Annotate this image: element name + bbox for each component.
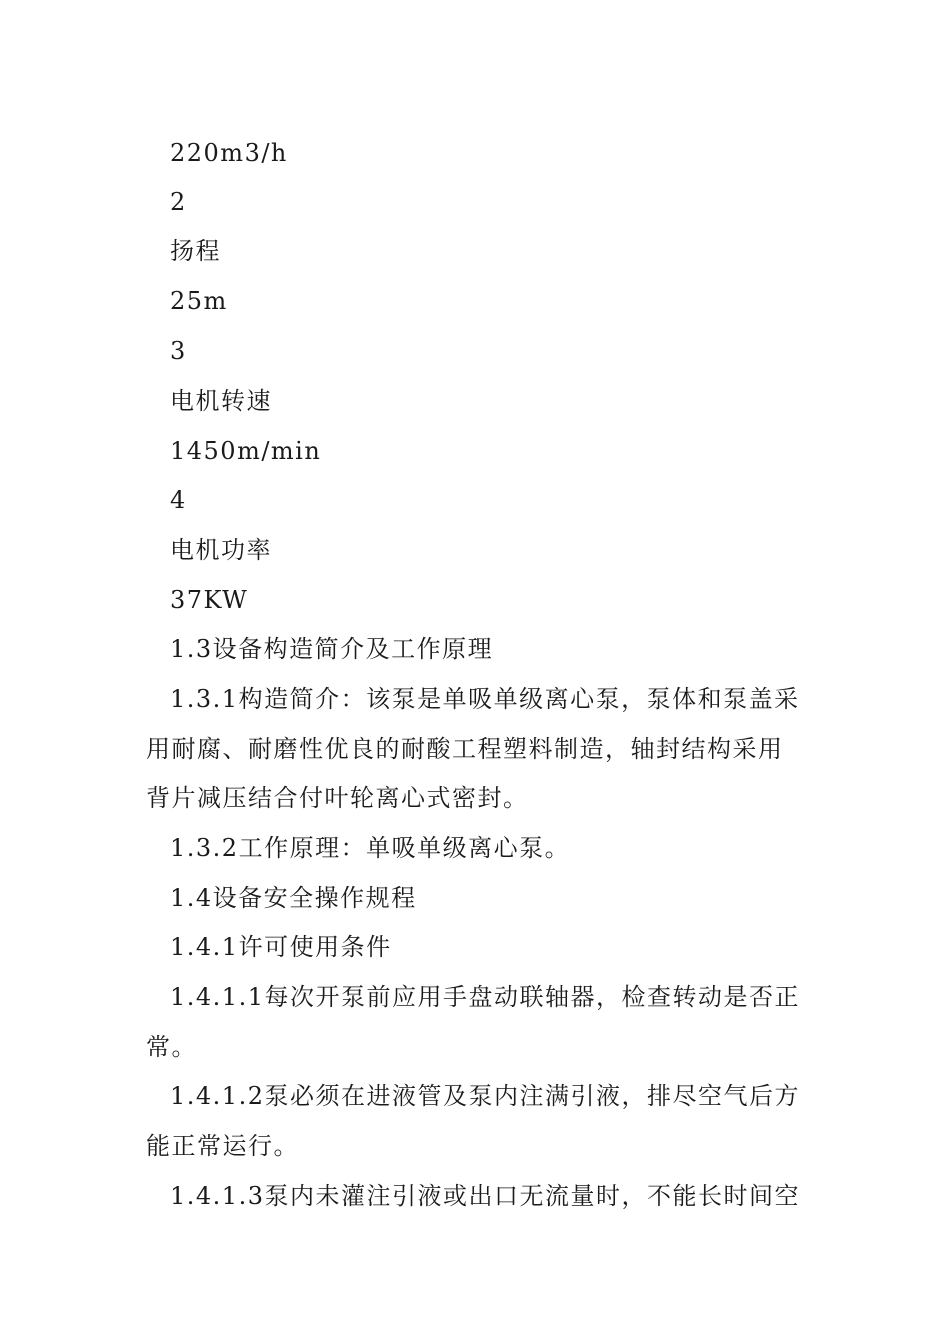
- spec-power-label: 电机功率: [170, 536, 272, 564]
- section-heading-1-3: 1.3设备构造简介及工作原理: [170, 635, 494, 663]
- spec-index-2: 2: [170, 188, 187, 216]
- spec-speed-value: 1450m/min: [170, 437, 322, 465]
- paragraph-1-3-2: 1.3.2工作原理：单吸单级离心泵。: [170, 834, 571, 862]
- paragraph-1-3-1-line-3: 背片减压结合付叶轮离心式密封。: [146, 784, 529, 812]
- section-heading-1-4: 1.4设备安全操作规程: [170, 884, 417, 912]
- paragraph-1-4-1-1-line-2: 常。: [146, 1033, 197, 1061]
- paragraph-1-4-1-1-line-1: 1.4.1.1每次开泵前应用手盘动联轴器，检查转动是否正: [170, 983, 800, 1011]
- spec-head-value: 25m: [170, 287, 228, 315]
- spec-index-3: 3: [170, 337, 187, 365]
- paragraph-1-3-1-line-2: 用耐腐、耐磨性优良的耐酸工程塑料制造，轴封结构采用: [146, 735, 784, 763]
- spec-head-label: 扬程: [170, 237, 221, 265]
- spec-speed-label: 电机转速: [170, 387, 272, 415]
- paragraph-1-4-1-2-line-2: 能正常运行。: [146, 1132, 299, 1160]
- paragraph-1-4-1-2-line-1: 1.4.1.2泵必须在进液管及泵内注满引液，排尽空气后方: [170, 1082, 800, 1110]
- section-heading-1-4-1: 1.4.1许可使用条件: [170, 933, 392, 961]
- spec-index-4: 4: [170, 486, 187, 514]
- paragraph-1-4-1-3-line-1: 1.4.1.3泵内未灌注引液或出口无流量时，不能长时间空: [170, 1182, 800, 1210]
- spec-flow-value: 220m3/h: [170, 139, 288, 167]
- paragraph-1-3-1-line-1: 1.3.1构造简介：该泵是单吸单级离心泵，泵体和泵盖采: [170, 685, 800, 713]
- spec-power-value: 37KW: [170, 586, 249, 614]
